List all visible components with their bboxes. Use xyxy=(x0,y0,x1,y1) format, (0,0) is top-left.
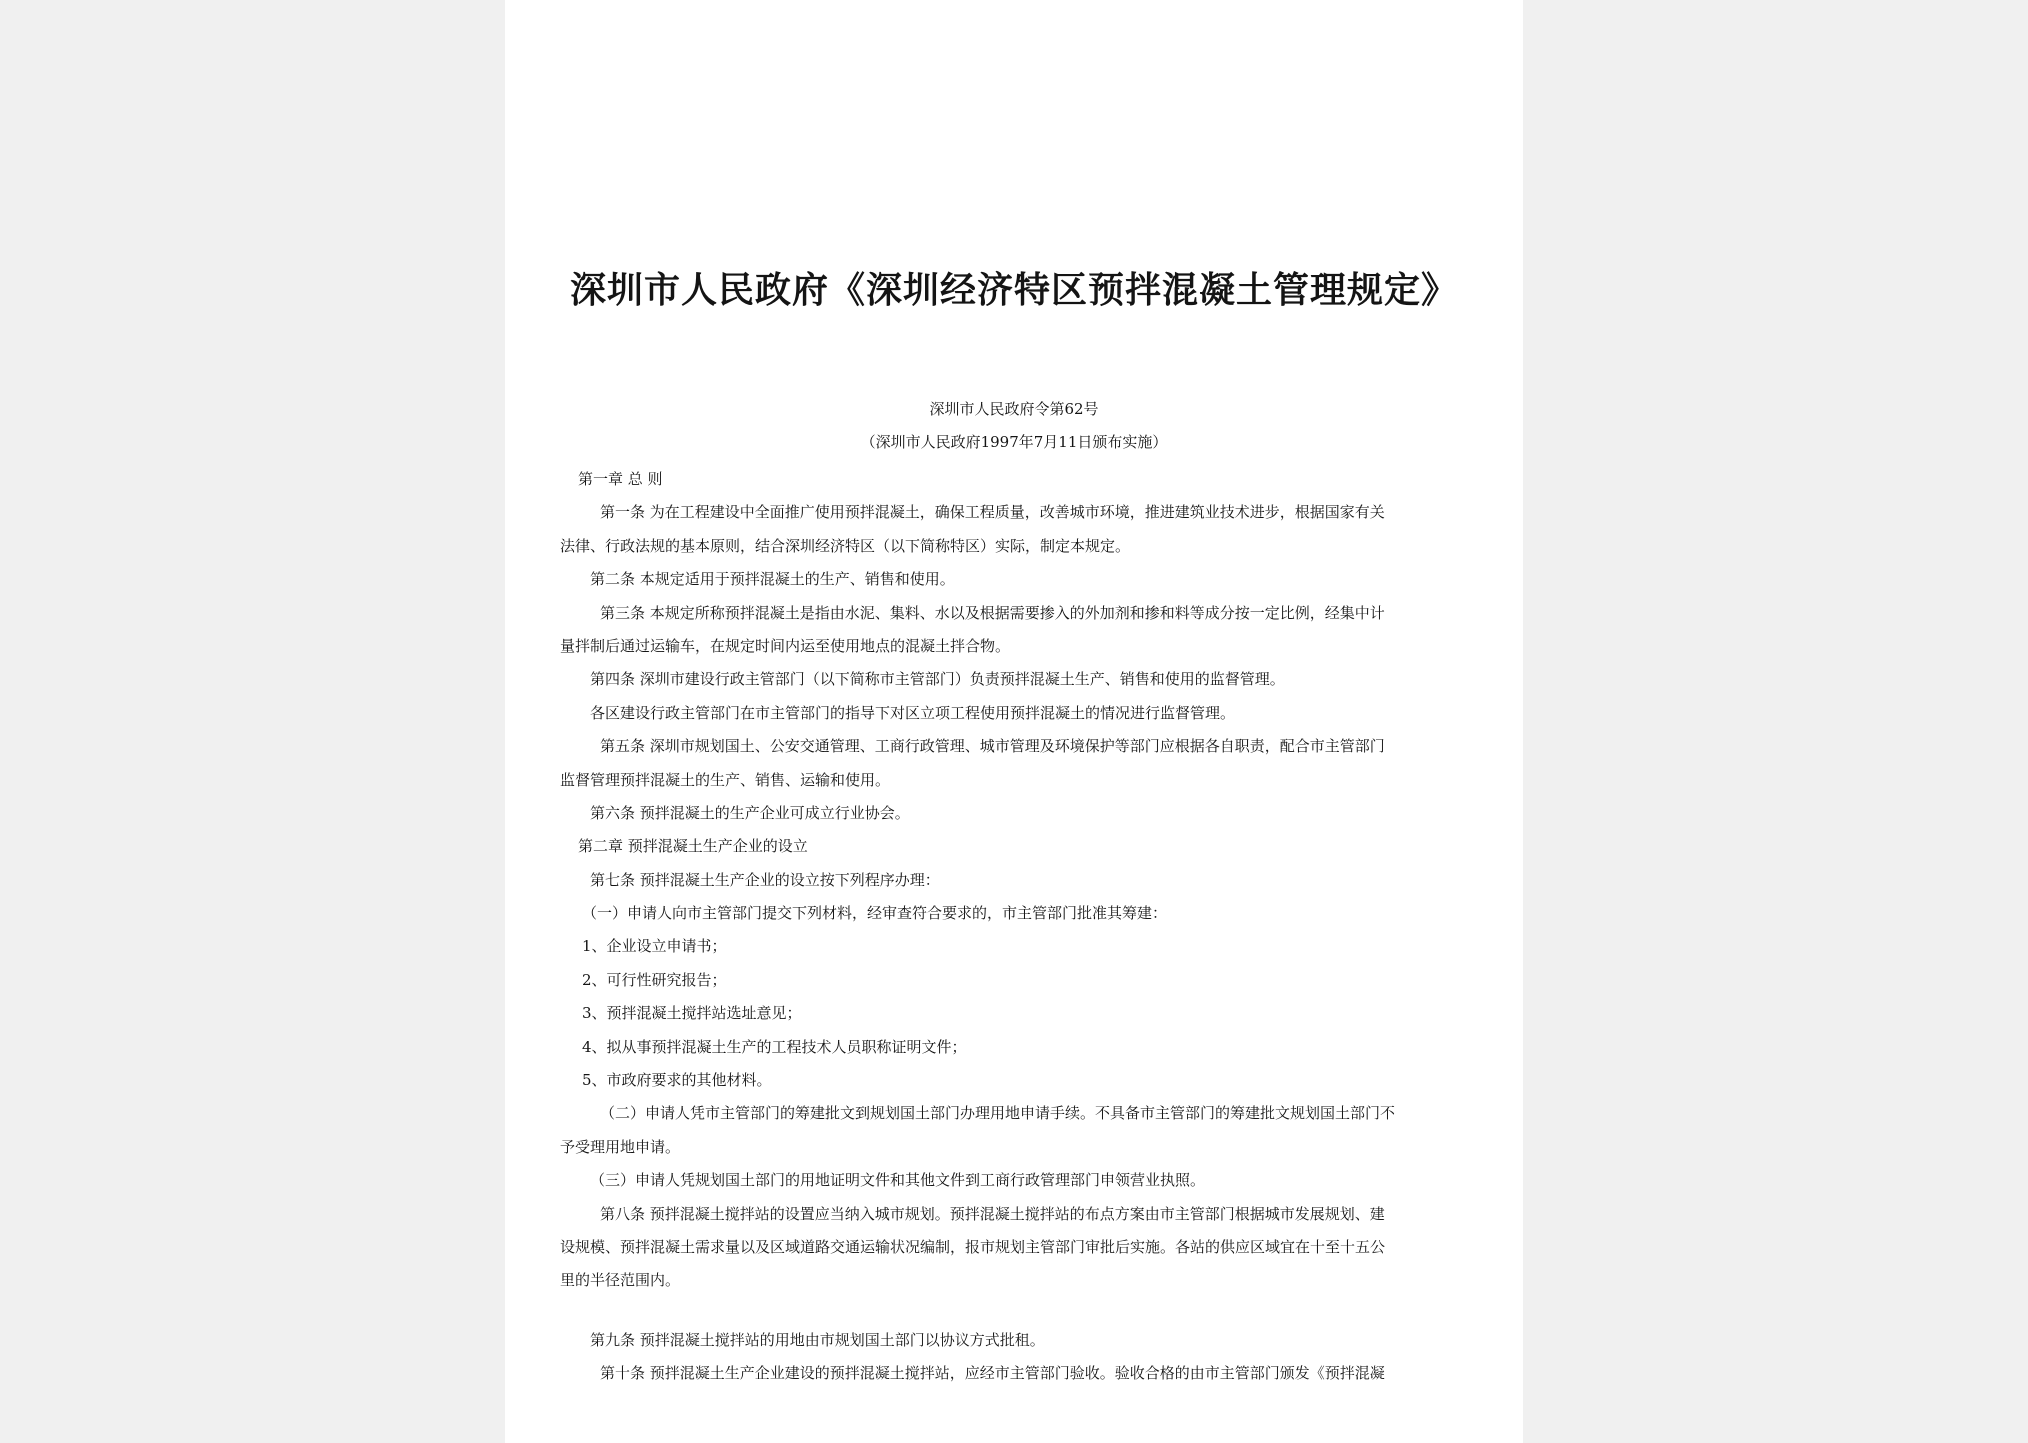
text-line: 第四条 深圳市建设行政主管部门（以下简称市主管部门）负责预拌混凝土生产、销售和使用的监督管理。 xyxy=(590,670,1285,689)
text-line: 2、可行性研究报告； xyxy=(582,970,727,989)
text-line: 里的半径范围内。 xyxy=(560,1271,681,1290)
document-body xyxy=(560,463,1475,1391)
paragraph-gap xyxy=(560,1298,1475,1324)
text-line: 量拌制后通过运输车，在规定时间内运至使用地点的混凝土拌合物。 xyxy=(560,636,1011,655)
text-line: 设规模、预拌混凝土需求量以及区域道路交通运输状况编制，报市规划主管部门审批后实施。各站的供应区域宜在十至十五公 xyxy=(560,1237,1386,1256)
document-title: 深圳市人民政府《深圳经济特区预拌混凝土管理规定》 xyxy=(569,269,1458,311)
text-line: 予受理用地申请。 xyxy=(560,1137,681,1156)
text-line: （一）申请人向市主管部门提交下列材料，经审查符合要求的，市主管部门批准其筹建： xyxy=(582,904,1168,923)
text-line: 5、市政府要求的其他材料。 xyxy=(582,1071,772,1090)
text-line: 3、预拌混凝土搅拌站选址意见； xyxy=(582,1004,802,1023)
text-line: 第八条 预拌混凝土搅拌站的设置应当纳入城市规划。预拌混凝土搅拌站的布点方案由市主管部门根据城市发展规划、建 xyxy=(600,1204,1385,1223)
text-line: 第二条 本规定适用于预拌混凝土的生产、销售和使用。 xyxy=(590,570,955,589)
text-line: 第一条 为在工程建设中全面推广使用预拌混凝土，确保工程质量，改善城市环境，推进建筑业技术进步，根据国家有关 xyxy=(600,503,1385,522)
text-line: 法律、行政法规的基本原则，结合深圳经济特区（以下简称特区）实际，制定本规定。 xyxy=(560,536,1131,555)
text-line: 4、拟从事预拌混凝土生产的工程技术人员职称证明文件； xyxy=(582,1037,967,1056)
text-line: 第三条 本规定所称预拌混凝土是指由水泥、集料、水以及根据需要掺入的外加剂和掺和料等成分按一定比例，经集中计 xyxy=(600,603,1385,622)
text-line: 第十条 预拌混凝土生产企业建设的预拌混凝土搅拌站，应经市主管部门验收。验收合格的由市主管部门颁发《预拌混凝 xyxy=(600,1364,1385,1383)
text-line: 第五条 深圳市规划国土、公安交通管理、工商行政管理、城市管理及环境保护等部门应根据各自职责，配合市主管部门 xyxy=(600,737,1385,756)
text-line: 第六条 预拌混凝土的生产企业可成立行业协会。 xyxy=(590,803,910,822)
promulgation-date: （深圳市人民政府1997年7月11日颁布实施） xyxy=(860,433,1168,451)
text-line: 第一章 总 则 xyxy=(578,470,663,488)
text-line: 1、企业设立申请书； xyxy=(582,937,727,956)
text-line: 第七条 预拌混凝土生产企业的设立按下列程序办理： xyxy=(590,870,940,889)
order-number: 深圳市人民政府令第62号 xyxy=(929,400,1099,418)
text-line: 各区建设行政主管部门在市主管部门的指导下对区立项工程使用预拌混凝土的情况进行监督管理。 xyxy=(590,703,1236,722)
text-line: 第九条 预拌混凝土搅拌站的用地由市规划国土部门以协议方式批租。 xyxy=(590,1330,1045,1349)
text-line: 监督管理预拌混凝土的生产、销售、运输和使用。 xyxy=(560,770,891,789)
text-line: 第二章 预拌混凝土生产企业的设立 xyxy=(578,837,808,856)
text-line: （三）申请人凭规划国土部门的用地证明文件和其他文件到工商行政管理部门申领营业执照。 xyxy=(590,1171,1206,1190)
text-line: （二）申请人凭市主管部门的筹建批文到规划国土部门办理用地申请手续。不具备市主管部门的筹建批文规划国土部门不 xyxy=(600,1104,1396,1123)
document-page xyxy=(505,0,1523,1443)
